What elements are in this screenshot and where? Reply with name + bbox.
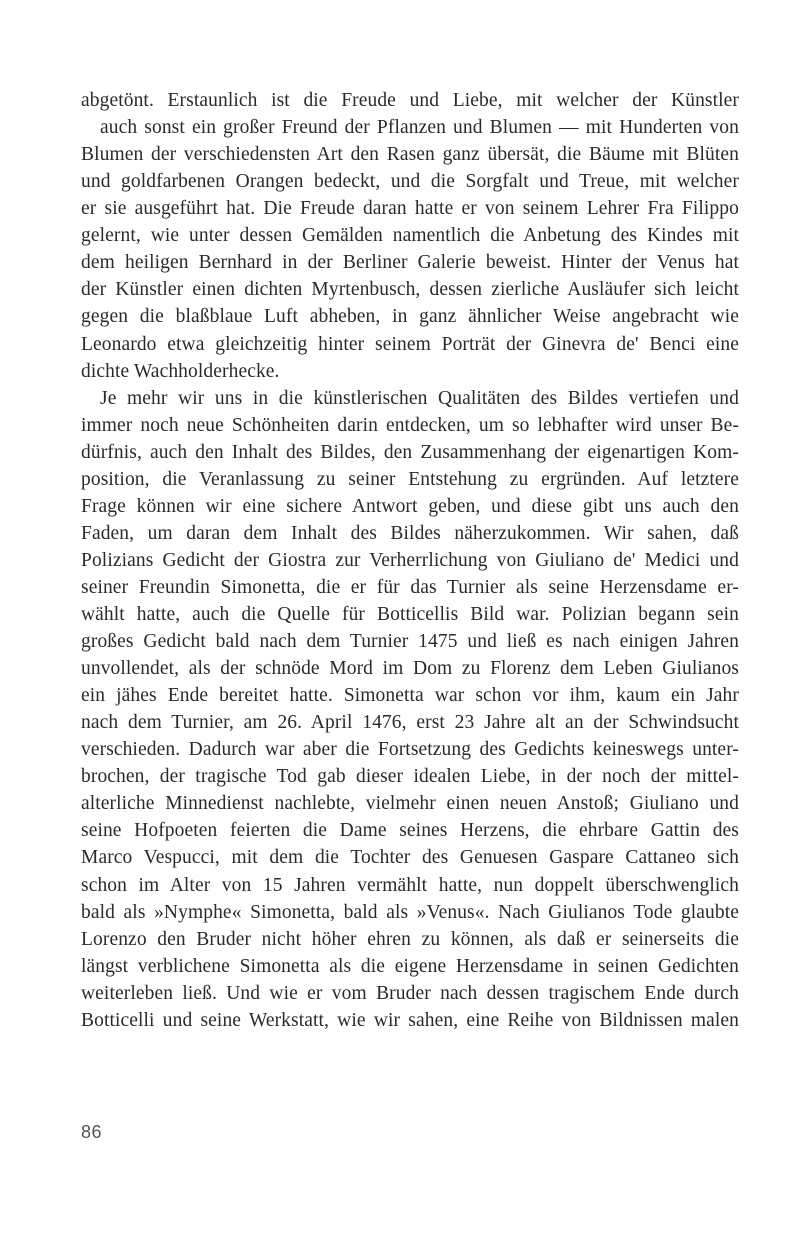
text-line: bald als »Nymphe« Simonetta, bald als »Venus«. Nach Giulianos Tode glaubte — [81, 901, 739, 923]
text-line: gegen die blaßblaue Luft abheben, in ganz ähnlicher Weise angebracht wie — [81, 306, 739, 328]
text-line: position, die Veranlassung zu seiner Entstehung zu ergründen. Auf letztere — [81, 468, 739, 490]
text-line: verschieden. Dadurch war aber die Fortsetzung des Gedichts keineswegs unter- — [81, 739, 739, 761]
text-line: er sie ausgeführt hat. Die Freude daran hatte er von seinem Lehrer Fra Filippo — [81, 198, 739, 220]
text-line: alterliche Minnedienst nachlebte, vielmehr einen neuen Anstoß; Giuliano und — [81, 793, 739, 815]
text-line: nach dem Turnier, am 26. April 1476, erst 23 Jahre alt an der Schwindsucht — [81, 712, 739, 734]
text-line: gelernt, wie unter dessen Gemälden namentlich die Anbetung des Kindes mit — [81, 225, 739, 247]
page-number: 86 — [81, 1122, 103, 1142]
text-line: brochen, der tragische Tod gab dieser idealen Liebe, in der noch der mittel- — [81, 766, 739, 788]
text-line: dürfnis, auch den Inhalt des Bildes, den Zusammenhang der eigenartigen Kom- — [81, 441, 739, 463]
text-line: weiterleben ließ. Und wie er vom Bruder nach dessen tragischem Ende durch — [81, 982, 739, 1004]
text-line: und goldfarbenen Orangen bedeckt, und die Sorgfalt und Treue, mit welcher — [81, 171, 739, 193]
text-line: auch sonst ein großer Freund der Pflanzen und Blumen — mit Hunderten von — [100, 117, 739, 138]
text-line: großes Gedicht bald nach dem Turnier 1475 und ließ es nach einigen Jahren — [81, 631, 739, 652]
text-line: der Künstler einen dichten Myrtenbusch, dessen zierliche Ausläufer sich leicht — [81, 279, 739, 301]
text-line: Polizians Gedicht der Giostra zur Verherrlichung von Giuliano de' Medici und — [81, 549, 739, 571]
text-line: Blumen der verschiedensten Art den Rasen ganz übersät, die Bäume mit Blüten — [81, 144, 739, 166]
text-line: Frage können wir eine sichere Antwort geben, und diese gibt uns auch den — [81, 495, 739, 517]
text-line: dichte Wachholderhecke. — [81, 360, 280, 382]
text-line: Marco Vespucci, mit dem die Tochter des Genuesen Gaspare Cattaneo sich — [81, 847, 739, 869]
text-line: Botticelli und seine Werkstatt, wie wir sahen, eine Reihe von Bildnissen malen — [81, 1009, 739, 1031]
text-line: Je mehr wir uns in die künstlerischen Qualitäten des Bildes vertiefen und — [100, 387, 739, 409]
text-line: unvollendet, als der schnöde Mord im Dom zu Florenz dem Leben Giulianos — [81, 658, 739, 680]
text-line: immer noch neue Schönheiten darin entdecken, um so lebhafter wird unser Be- — [81, 414, 739, 436]
text-line: dem heiligen Bernhard in der Berliner Galerie beweist. Hinter der Venus hat — [81, 252, 739, 274]
text-line: längst verblichene Simonetta als die eigene Herzensdame in seinen Gedichten — [81, 955, 739, 977]
text-line: abgetönt. Erstaunlich ist die Freude und Liebe, mit welcher der Künstler — [81, 90, 739, 111]
text-line: seine Hofpoeten feierten die Dame seines Herzens, die ehrbare Gattin des — [81, 820, 739, 842]
text-line: seiner Freundin Simonetta, die er für das Turnier als seine Herzensdame er- — [81, 576, 739, 598]
text-line: Faden, um daran dem Inhalt des Bildes näherzukommen. Wir sahen, daß — [81, 522, 739, 544]
text-line: schon im Alter von 15 Jahren vermählt hatte, nun doppelt überschwenglich — [81, 874, 739, 896]
text-line: wählt hatte, auch die Quelle für Botticellis Bild war. Polizian begann sein — [81, 604, 739, 625]
text-line: Leonardo etwa gleichzeitig hinter seinem Porträt der Ginevra de' Benci eine — [81, 333, 739, 355]
text-line: ein jähes Ende bereitet hatte. Simonetta war schon vor ihm, kaum ein Jahr — [81, 685, 739, 707]
text-line: Lorenzo den Bruder nicht höher ehren zu können, als daß er seinerseits die — [81, 928, 739, 950]
